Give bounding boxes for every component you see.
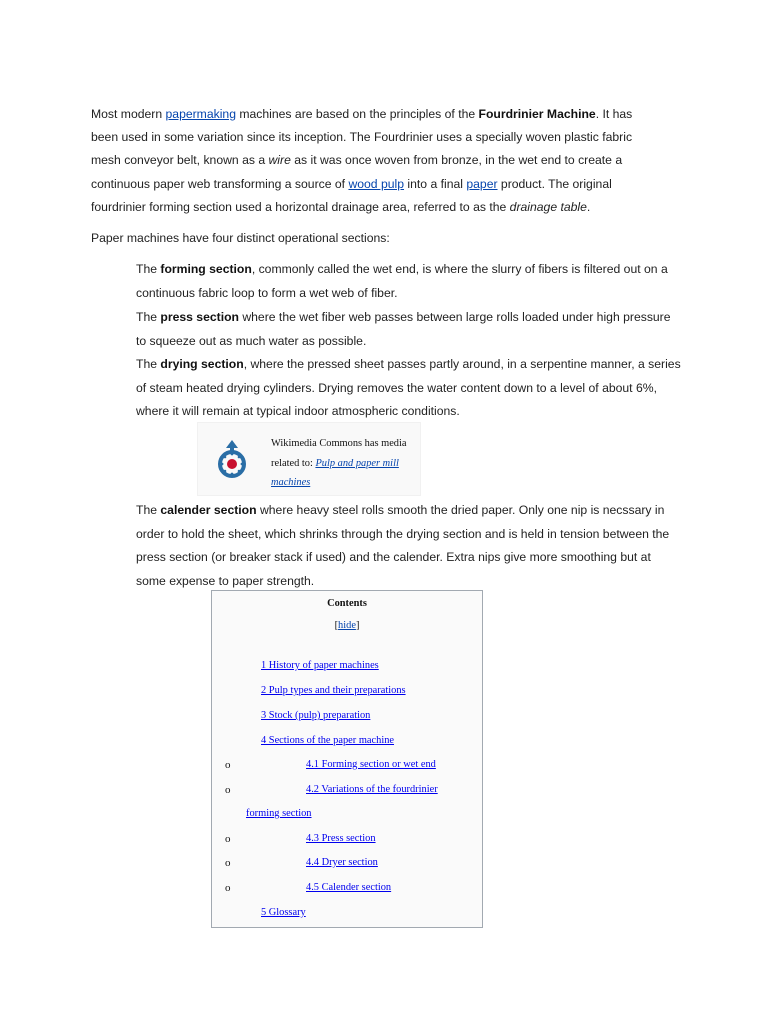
text-run: , where the pressed sheet passes partly around, in a serpentine manner, a series of steam heated drying cylinders. Drying removes the water content down to a level of about 6%, where it will remain at typical indoor atmospheric conditions. bbox=[136, 357, 681, 418]
toc-item-calender-section[interactable]: 4.5 Calender section bbox=[306, 882, 392, 893]
toc-item-forming-section[interactable]: 4.1 Forming section or wet end bbox=[306, 759, 436, 770]
wikimedia-commons-icon bbox=[216, 438, 250, 480]
text-run: The bbox=[136, 310, 161, 324]
toc-bullet: o bbox=[225, 882, 231, 894]
toc-item-press-section[interactable]: 4.3 Press section bbox=[306, 833, 376, 844]
toc-item-history[interactable]: 1 History of paper machines bbox=[261, 660, 379, 671]
toc-hide-control bbox=[212, 620, 482, 631]
press-section-paragraph bbox=[136, 306, 681, 353]
text-run: Most modern bbox=[91, 107, 166, 121]
fourdrinier-term: Fourdrinier Machine bbox=[478, 107, 596, 121]
papermaking-link[interactable]: papermaking bbox=[165, 107, 236, 121]
text-run: . bbox=[586, 199, 591, 214]
pulp-paper-mill-link[interactable]: Pulp and paper mill machines bbox=[271, 457, 399, 489]
table-of-contents bbox=[211, 590, 483, 928]
text-run: as it was once woven from bronze, in the wet end to create a continuous paper web transforming a source of bbox=[91, 153, 623, 191]
drying-section-paragraph bbox=[136, 353, 681, 424]
section-name: drying section bbox=[160, 357, 244, 371]
toc-item-fourdrinier-variations-cont[interactable]: forming section bbox=[246, 808, 312, 819]
text-run: . It has been used in some variation since its inception. The Fourdrinier uses a specially woven plastic fabric mesh conveyor belt, known as a bbox=[91, 107, 633, 168]
section-name: calender section bbox=[160, 503, 257, 517]
bracket: ] bbox=[355, 620, 360, 631]
toc-hide-link[interactable]: hide bbox=[338, 620, 356, 631]
toc-bullet: o bbox=[225, 833, 231, 845]
wood-pulp-link[interactable]: wood pulp bbox=[348, 176, 405, 191]
toc-item-stock-preparation[interactable]: 3 Stock (pulp) preparation bbox=[261, 710, 371, 721]
bracket: [ bbox=[334, 620, 339, 631]
toc-title: Contents bbox=[327, 598, 367, 609]
text-run: where heavy steel rolls smooth the dried paper. Only one nip is necssary in order to hold the sheet, which shrinks through the drying section and is held in tension between the press section (or breaker stack if used) and the calender. Extra nips give more smoothing but at some expense to paper strength. bbox=[136, 503, 670, 588]
calender-section-paragraph bbox=[136, 499, 681, 593]
wire-term: wire bbox=[268, 153, 291, 168]
paper-link[interactable]: paper bbox=[466, 176, 498, 191]
toc-bullet: o bbox=[225, 857, 231, 869]
text-run: machines are based on the principles of the bbox=[235, 107, 479, 121]
toc-bullet: o bbox=[225, 759, 231, 771]
commons-box bbox=[197, 422, 421, 496]
toc-item-pulp-types[interactable]: 2 Pulp types and their preparations bbox=[261, 685, 406, 696]
text-run: The bbox=[136, 262, 161, 276]
toc-item-sections[interactable]: 4 Sections of the paper machine bbox=[261, 735, 395, 746]
text-run: product. The original fourdrinier forming section used a horizontal drainage area, referred to as the bbox=[91, 176, 612, 214]
toc-item-glossary[interactable]: 5 Glossary bbox=[261, 907, 306, 918]
toc-item-dryer-section[interactable]: 4.4 Dryer section bbox=[306, 857, 378, 868]
commons-label: Wikimedia Commons has media related to: bbox=[271, 438, 407, 469]
section-name: forming section bbox=[160, 262, 252, 276]
sections-intro: Paper machines have four distinct operational sections: bbox=[91, 231, 390, 245]
forming-section-paragraph bbox=[136, 258, 681, 305]
intro-paragraph bbox=[91, 103, 661, 219]
commons-text bbox=[271, 434, 411, 493]
text-run: The bbox=[136, 503, 161, 517]
toc-bullet: o bbox=[225, 784, 231, 796]
text-run: , commonly called the wet end, is where the slurry of fibers is filtered out on a continuous fabric loop to form a wet web of fiber. bbox=[136, 262, 668, 300]
text-run: into a final bbox=[404, 176, 467, 191]
drainage-table-term: drainage table bbox=[509, 199, 587, 214]
section-name: press section bbox=[160, 310, 239, 324]
text-run: where the wet fiber web passes between large rolls loaded under high pressure to squeeze out as much water as possible. bbox=[136, 310, 671, 348]
toc-item-fourdrinier-variations[interactable]: 4.2 Variations of the fourdrinier bbox=[306, 784, 438, 795]
text-run: The bbox=[136, 357, 161, 371]
